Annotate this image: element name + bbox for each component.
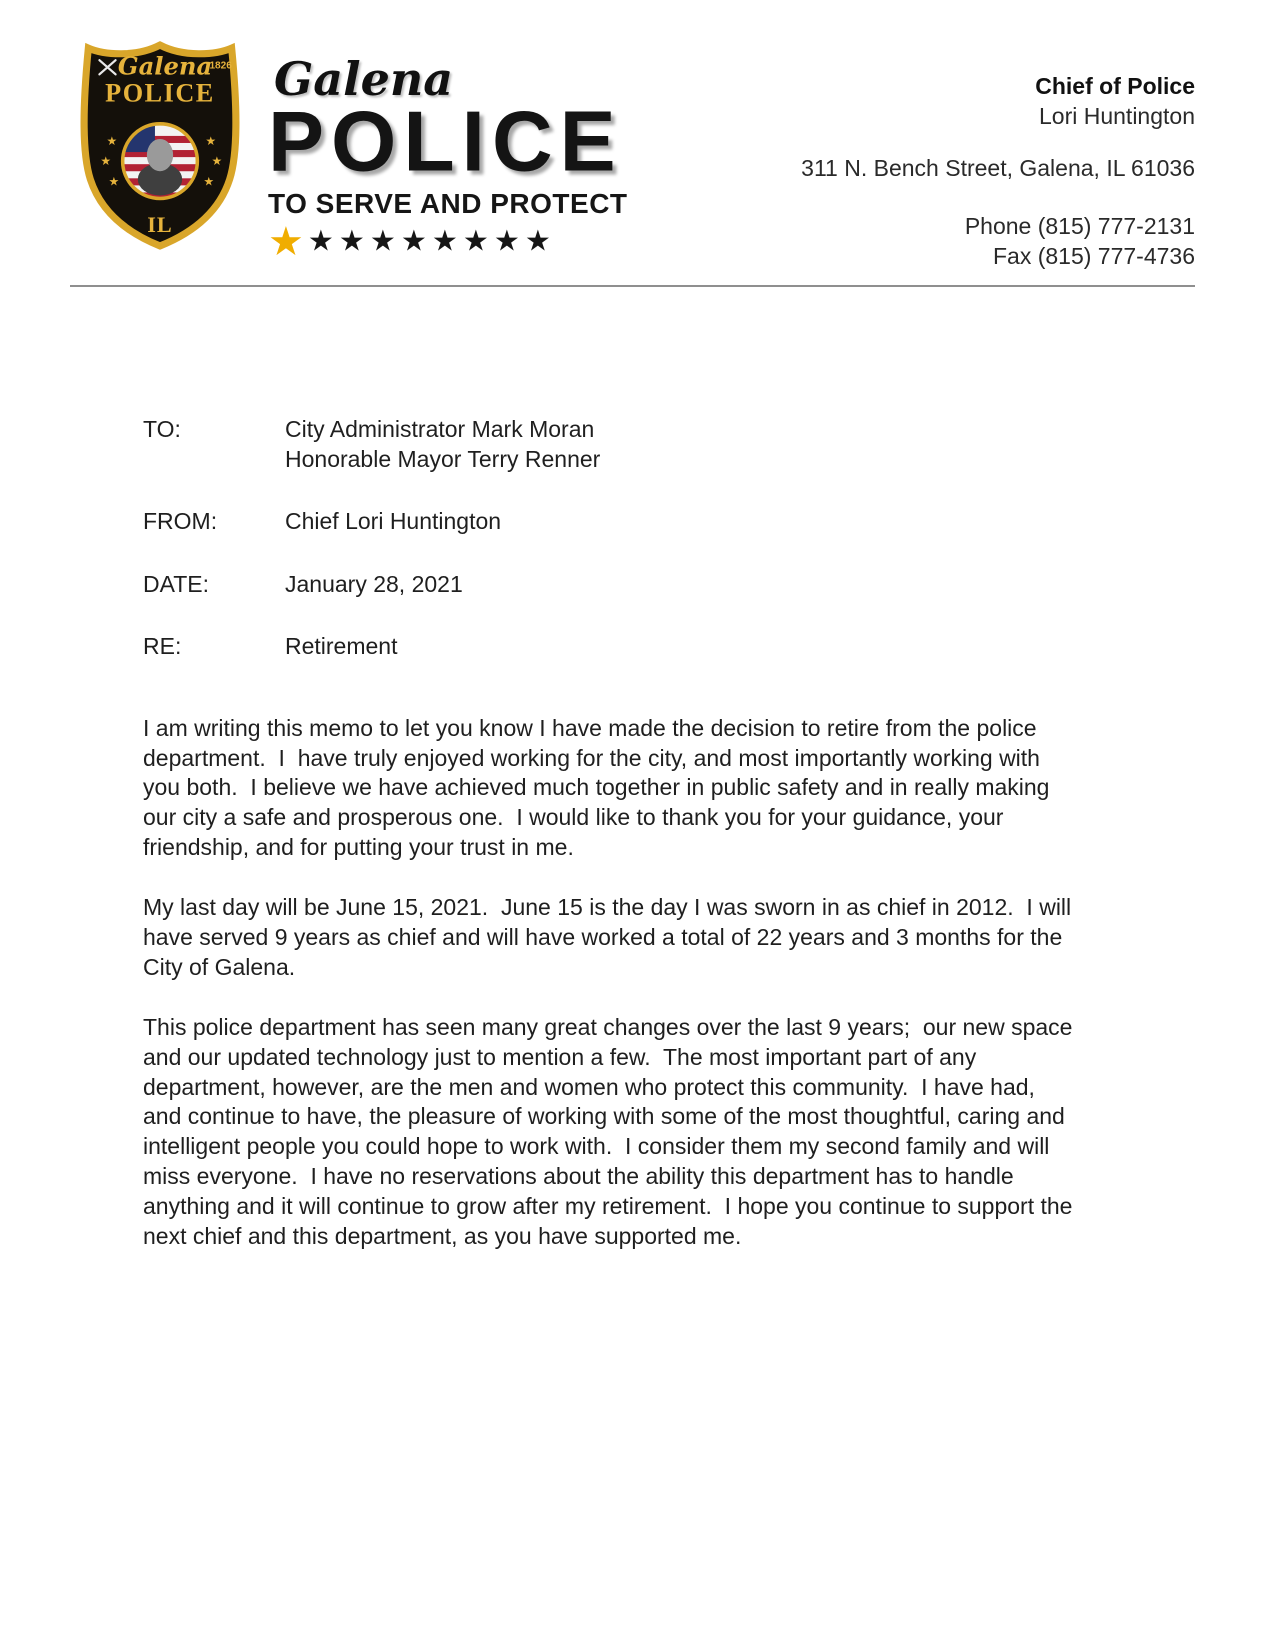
paragraph-2: My last day will be June 15, 2021. June 15 is the day I was sworn in as chief in 2012. I will have served 9 years as chief and will have worked a total of 22 years and 3 months for the City of Galena.	[143, 894, 1078, 980]
svg-text:★: ★	[100, 154, 112, 169]
field-date-value: January 28, 2021	[285, 570, 463, 597]
field-to-label: TO:	[143, 416, 181, 443]
logotype-motto: TO SERVE AND PROTECT	[268, 187, 628, 219]
letter-body	[143, 714, 1079, 1252]
contact-title: Chief of Police	[1035, 73, 1195, 99]
logotype-police: POLICE	[268, 93, 623, 189]
svg-text:★: ★	[106, 134, 118, 148]
field-re-value: Retirement	[285, 633, 398, 660]
field-to	[143, 415, 1265, 474]
badge-police-label: POLICE	[105, 78, 215, 108]
contact-phone: Phone (815) 777-2131	[964, 212, 1195, 239]
svg-text:★: ★	[203, 174, 215, 189]
memo-content	[0, 415, 1265, 1251]
header-divider	[70, 285, 1195, 287]
field-date	[143, 570, 1265, 599]
letterhead	[0, 0, 1265, 271]
svg-text:★: ★	[108, 174, 120, 189]
field-to-value: City Administrator Mark Moran Honorable Mayor Terry Renner	[285, 416, 601, 472]
field-from-label: FROM:	[143, 508, 218, 535]
paragraph-3: This police department has seen many great changes over the last 9 years; our new space and our updated technology just to mention a few. The most important part of any department, however, are the men and women who protect this community. I have had, and continue to have, the pleasure of working with some of the most thoughtful, caring and intelligent people you could hope to work with. I consider them my second family and will miss everyone. I have no reservations about the ability this department has to handle anything and it will continue to grow after my retirement. I hope you continue to support the next chief and this department, as you have supported me.	[143, 1013, 1079, 1249]
badge-town-label: Galena	[117, 51, 213, 81]
contact-block	[801, 38, 1195, 271]
memo-fields	[143, 415, 1265, 661]
field-re-label: RE:	[143, 633, 182, 660]
police-badge-icon	[74, 38, 246, 252]
paragraph-1: I am writing this memo to let you know I have made the decision to retire from the police department. I have truly enjoyed working for the city, and most importantly working with you both. I believe we have achieved much together in public safety and in really making our city a safe and prosperous one. I would like to thank you for your guidance, your friendship, and for putting your trust in me.	[143, 714, 1056, 861]
gold-star-icon: ★	[268, 219, 304, 264]
field-re	[143, 632, 1265, 661]
badge-state-label: IL	[147, 211, 173, 237]
badge-year-label: 1826	[209, 60, 232, 72]
contact-address: 311 N. Bench Street, Galena, IL 61036	[801, 154, 1195, 181]
star-row	[268, 219, 628, 264]
logotype-galena: Galena	[274, 52, 454, 106]
police-badge-logo	[74, 38, 246, 257]
svg-text:★: ★	[205, 134, 217, 148]
department-logotype	[268, 38, 628, 262]
field-from	[143, 507, 1265, 536]
contact-name: Lori Huntington	[1039, 102, 1195, 129]
field-from-value: Chief Lori Huntington	[285, 508, 502, 535]
svg-text:★: ★	[211, 154, 223, 169]
contact-fax: Fax (815) 777-4736	[992, 242, 1195, 269]
field-date-label: DATE:	[143, 570, 210, 597]
black-stars-icons: ★★★★★★★★	[307, 225, 556, 258]
